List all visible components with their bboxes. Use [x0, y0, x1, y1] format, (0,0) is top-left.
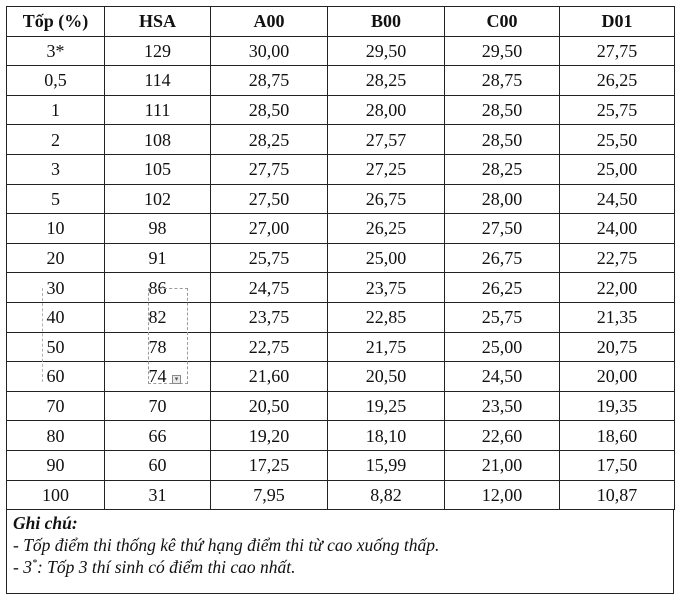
- table-row: [7, 421, 675, 451]
- cell-c00: 12,00: [445, 480, 560, 510]
- cell-d01: 24,00: [560, 214, 675, 244]
- table-row: [7, 66, 675, 96]
- cell-b00: 26,75: [328, 184, 445, 214]
- notes-line-2-prefix: - 3: [13, 557, 32, 578]
- header-c00: C00: [445, 7, 560, 37]
- cell-d01: 27,75: [560, 36, 675, 66]
- cell-top-percent: 3: [7, 154, 105, 184]
- table-row: [7, 214, 675, 244]
- cell-a00: 27,50: [211, 184, 328, 214]
- cell-top-percent: 1: [7, 95, 105, 125]
- table-row: [7, 154, 675, 184]
- table-row: [7, 273, 675, 303]
- cell-d01: 10,87: [560, 480, 675, 510]
- cell-c00: 24,50: [445, 362, 560, 392]
- cell-c00: 28,50: [445, 125, 560, 155]
- header-hsa: HSA: [105, 7, 211, 37]
- cell-b00: 19,25: [328, 391, 445, 421]
- cell-top-percent: 80: [7, 421, 105, 451]
- cell-hsa: 129: [105, 36, 211, 66]
- cell-d01: 25,50: [560, 125, 675, 155]
- cell-c00: 28,50: [445, 95, 560, 125]
- cell-c00: 25,75: [445, 302, 560, 332]
- cell-d01: 25,75: [560, 95, 675, 125]
- header-d01: D01: [560, 7, 675, 37]
- cell-hsa: 105: [105, 154, 211, 184]
- cell-a00: 27,00: [211, 214, 328, 244]
- cell-d01: 21,35: [560, 302, 675, 332]
- cell-c00: 28,25: [445, 154, 560, 184]
- cell-c00: 23,50: [445, 391, 560, 421]
- cell-a00: 17,25: [211, 450, 328, 480]
- notes-line-2: [13, 556, 667, 578]
- cell-a00: 21,60: [211, 362, 328, 392]
- cell-top-percent: 30: [7, 273, 105, 303]
- table-body: [7, 36, 675, 510]
- cell-d01: 20,75: [560, 332, 675, 362]
- cell-a00: 23,75: [211, 302, 328, 332]
- cell-c00: 26,75: [445, 243, 560, 273]
- cell-top-percent: 0,5: [7, 66, 105, 96]
- cell-c00: 29,50: [445, 36, 560, 66]
- table-row: [7, 450, 675, 480]
- header-a00: A00: [211, 7, 328, 37]
- cell-b00: 26,25: [328, 214, 445, 244]
- cell-hsa: 78: [105, 332, 211, 362]
- cell-hsa: 86: [105, 273, 211, 303]
- notes-box: [6, 510, 674, 594]
- autofill-dropdown-icon[interactable]: ▾: [172, 375, 181, 384]
- cell-c00: 22,60: [445, 421, 560, 451]
- table-row: [7, 95, 675, 125]
- cell-b00: 18,10: [328, 421, 445, 451]
- cell-d01: 22,00: [560, 273, 675, 303]
- cell-hsa: 114: [105, 66, 211, 96]
- cell-hsa: 70: [105, 391, 211, 421]
- notes-line-1: - Tốp điểm thi thống kê thứ hạng điểm thi từ cao xuống thấp.: [13, 535, 440, 556]
- cell-hsa: 102: [105, 184, 211, 214]
- score-table: [6, 6, 675, 510]
- cell-top-percent: 40: [7, 302, 105, 332]
- table-row: [7, 480, 675, 510]
- notes-title: Ghi chú:: [13, 513, 78, 534]
- cell-a00: 30,00: [211, 36, 328, 66]
- cell-top-percent: 3*: [7, 36, 105, 66]
- cell-top-percent: 90: [7, 450, 105, 480]
- cell-hsa: 98: [105, 214, 211, 244]
- cell-hsa: 31: [105, 480, 211, 510]
- table-row: [7, 391, 675, 421]
- cell-top-percent: 20: [7, 243, 105, 273]
- cell-a00: 27,75: [211, 154, 328, 184]
- cell-hsa: 108: [105, 125, 211, 155]
- notes-line-2-star: *: [31, 558, 37, 570]
- cell-top-percent: 100: [7, 480, 105, 510]
- cell-b00: 20,50: [328, 362, 445, 392]
- cell-b00: 23,75: [328, 273, 445, 303]
- cell-hsa: 111: [105, 95, 211, 125]
- cell-a00: 28,25: [211, 125, 328, 155]
- table-row: [7, 362, 675, 392]
- table-row: [7, 302, 675, 332]
- cell-b00: 22,85: [328, 302, 445, 332]
- table-row: [7, 332, 675, 362]
- cell-a00: 7,95: [211, 480, 328, 510]
- cell-d01: 18,60: [560, 421, 675, 451]
- cell-c00: 28,00: [445, 184, 560, 214]
- cell-b00: 28,25: [328, 66, 445, 96]
- cell-top-percent: 5: [7, 184, 105, 214]
- cell-c00: 21,00: [445, 450, 560, 480]
- cell-c00: 28,75: [445, 66, 560, 96]
- cell-hsa: 82: [105, 302, 211, 332]
- cell-a00: 25,75: [211, 243, 328, 273]
- cell-d01: 22,75: [560, 243, 675, 273]
- cell-top-percent: 50: [7, 332, 105, 362]
- cell-b00: 27,25: [328, 154, 445, 184]
- cell-hsa: 60: [105, 450, 211, 480]
- cell-d01: 19,35: [560, 391, 675, 421]
- cell-a00: 20,50: [211, 391, 328, 421]
- cell-b00: 27,57: [328, 125, 445, 155]
- cell-d01: 26,25: [560, 66, 675, 96]
- cell-top-percent: 2: [7, 125, 105, 155]
- cell-hsa: 74: [105, 362, 211, 392]
- cell-hsa: 91: [105, 243, 211, 273]
- cell-a00: 28,75: [211, 66, 328, 96]
- table-row: [7, 36, 675, 66]
- cell-d01: 20,00: [560, 362, 675, 392]
- cell-a00: 28,50: [211, 95, 328, 125]
- table-row: [7, 243, 675, 273]
- cell-c00: 26,25: [445, 273, 560, 303]
- cell-top-percent: 60: [7, 362, 105, 392]
- cell-b00: 28,00: [328, 95, 445, 125]
- cell-b00: 8,82: [328, 480, 445, 510]
- table-row: [7, 125, 675, 155]
- cell-b00: 15,99: [328, 450, 445, 480]
- document: [6, 6, 674, 594]
- cell-c00: 27,50: [445, 214, 560, 244]
- cell-a00: 24,75: [211, 273, 328, 303]
- table-header-row: [7, 7, 675, 37]
- cell-d01: 25,00: [560, 154, 675, 184]
- header-top-percent: Tốp (%): [7, 7, 105, 37]
- header-b00: B00: [328, 7, 445, 37]
- table-row: [7, 184, 675, 214]
- cell-top-percent: 70: [7, 391, 105, 421]
- cell-b00: 29,50: [328, 36, 445, 66]
- notes-line-2-suffix: : Tốp 3 thí sinh có điểm thi cao nhất.: [36, 557, 296, 578]
- cell-d01: 17,50: [560, 450, 675, 480]
- cell-a00: 19,20: [211, 421, 328, 451]
- cell-b00: 25,00: [328, 243, 445, 273]
- cell-d01: 24,50: [560, 184, 675, 214]
- cell-top-percent: 10: [7, 214, 105, 244]
- cell-a00: 22,75: [211, 332, 328, 362]
- cell-hsa: 66: [105, 421, 211, 451]
- cell-c00: 25,00: [445, 332, 560, 362]
- cell-b00: 21,75: [328, 332, 445, 362]
